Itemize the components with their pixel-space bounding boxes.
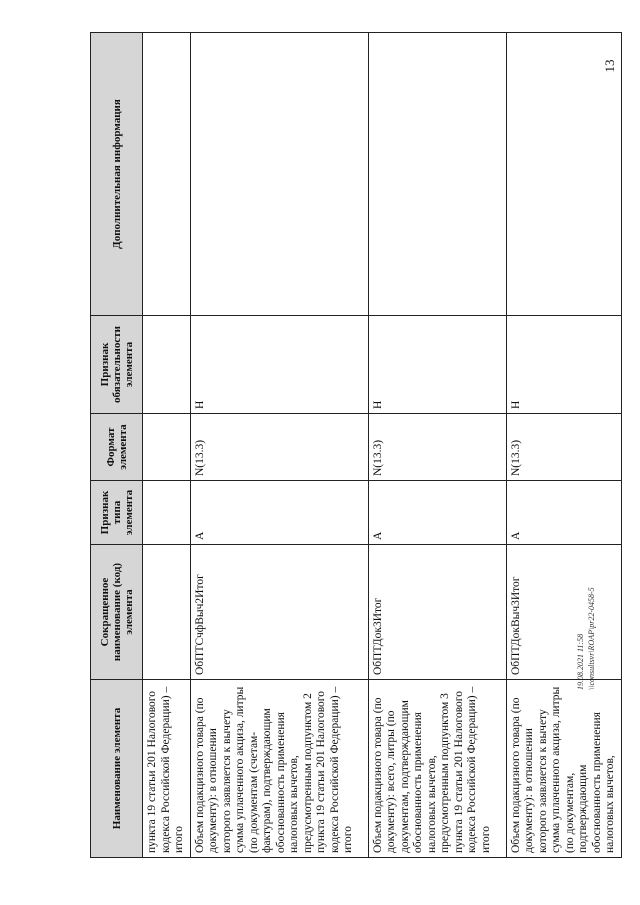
elements-table [90, 32, 622, 858]
cell-format: N(13.3) [506, 414, 621, 481]
cell-format [143, 414, 191, 481]
header-element-required: Признак обязательности элемента [91, 316, 143, 414]
cell-format: N(13.3) [368, 414, 506, 481]
cell-required [143, 316, 191, 414]
table-row [190, 33, 368, 858]
header-element-format: Формат элемента [91, 414, 143, 481]
table-header-row [91, 33, 143, 858]
cell-code: ОбПТДокВыч3Итог [506, 545, 621, 680]
cell-name: пункта 19 статьи 201 Налогового кодекса Российской Федерации) – итого [143, 680, 191, 858]
footer-timestamp: 19.08.2021 11:58 [576, 633, 585, 690]
cell-info [368, 33, 506, 316]
header-element-name: Наименование элемента [91, 680, 143, 858]
cell-required: Н [190, 316, 368, 414]
cell-info [143, 33, 191, 316]
header-element-type: Признак типа элемента [91, 481, 143, 545]
cell-type [143, 481, 191, 545]
cell-required: Н [368, 316, 506, 414]
footer-path: \\consultsvr\ROAP\pr22-0458-5 [587, 587, 596, 690]
cell-type: А [190, 481, 368, 545]
table-row [506, 33, 621, 858]
cell-format: N(13.3) [190, 414, 368, 481]
cell-type: А [506, 481, 621, 545]
cell-code: ОбПТДок3Итог [368, 545, 506, 680]
cell-info [506, 33, 621, 316]
table-row [368, 33, 506, 858]
cell-required: Н [506, 316, 621, 414]
cell-code: ОбПТСчфВыч2Итог [190, 545, 368, 680]
cell-type: А [368, 481, 506, 545]
cell-name: Объем подакцизного товара (по документу): в отношении которого заявляется к вычету сумма уплаченного акциза, литры (по документам, подтверждающим обоснованность применения налоговых вычетов, [506, 680, 621, 858]
header-element-code: Сокращенное наименование (код) элемента [91, 545, 143, 680]
cell-name: Объем подакцизного товара (по документу): всего, литры (по документам, подтверждающим обоснованность применения налоговых вычетов, предусмотренным подпунктом 3 пункта 19 статьи 201 Налогового кодекса Российской Федерации) – итого [368, 680, 506, 858]
cell-code [143, 545, 191, 680]
cell-info [190, 33, 368, 316]
table-row [143, 33, 191, 858]
page-number: 13 [602, 59, 617, 73]
header-additional-info: Дополнительная информация [91, 33, 143, 316]
cell-name: Объем подакцизного товара (по документу): в отношении которого заявляется к вычету сумма уплаченного акциза, литры (по документам (счетам-фактурам), подтверждающим обоснованность применения налоговых вычетов, предусмотренным подпунктом 2 пункта 19 статьи 201 Налогового кодекса Российской Федерации) – итого [190, 680, 368, 858]
